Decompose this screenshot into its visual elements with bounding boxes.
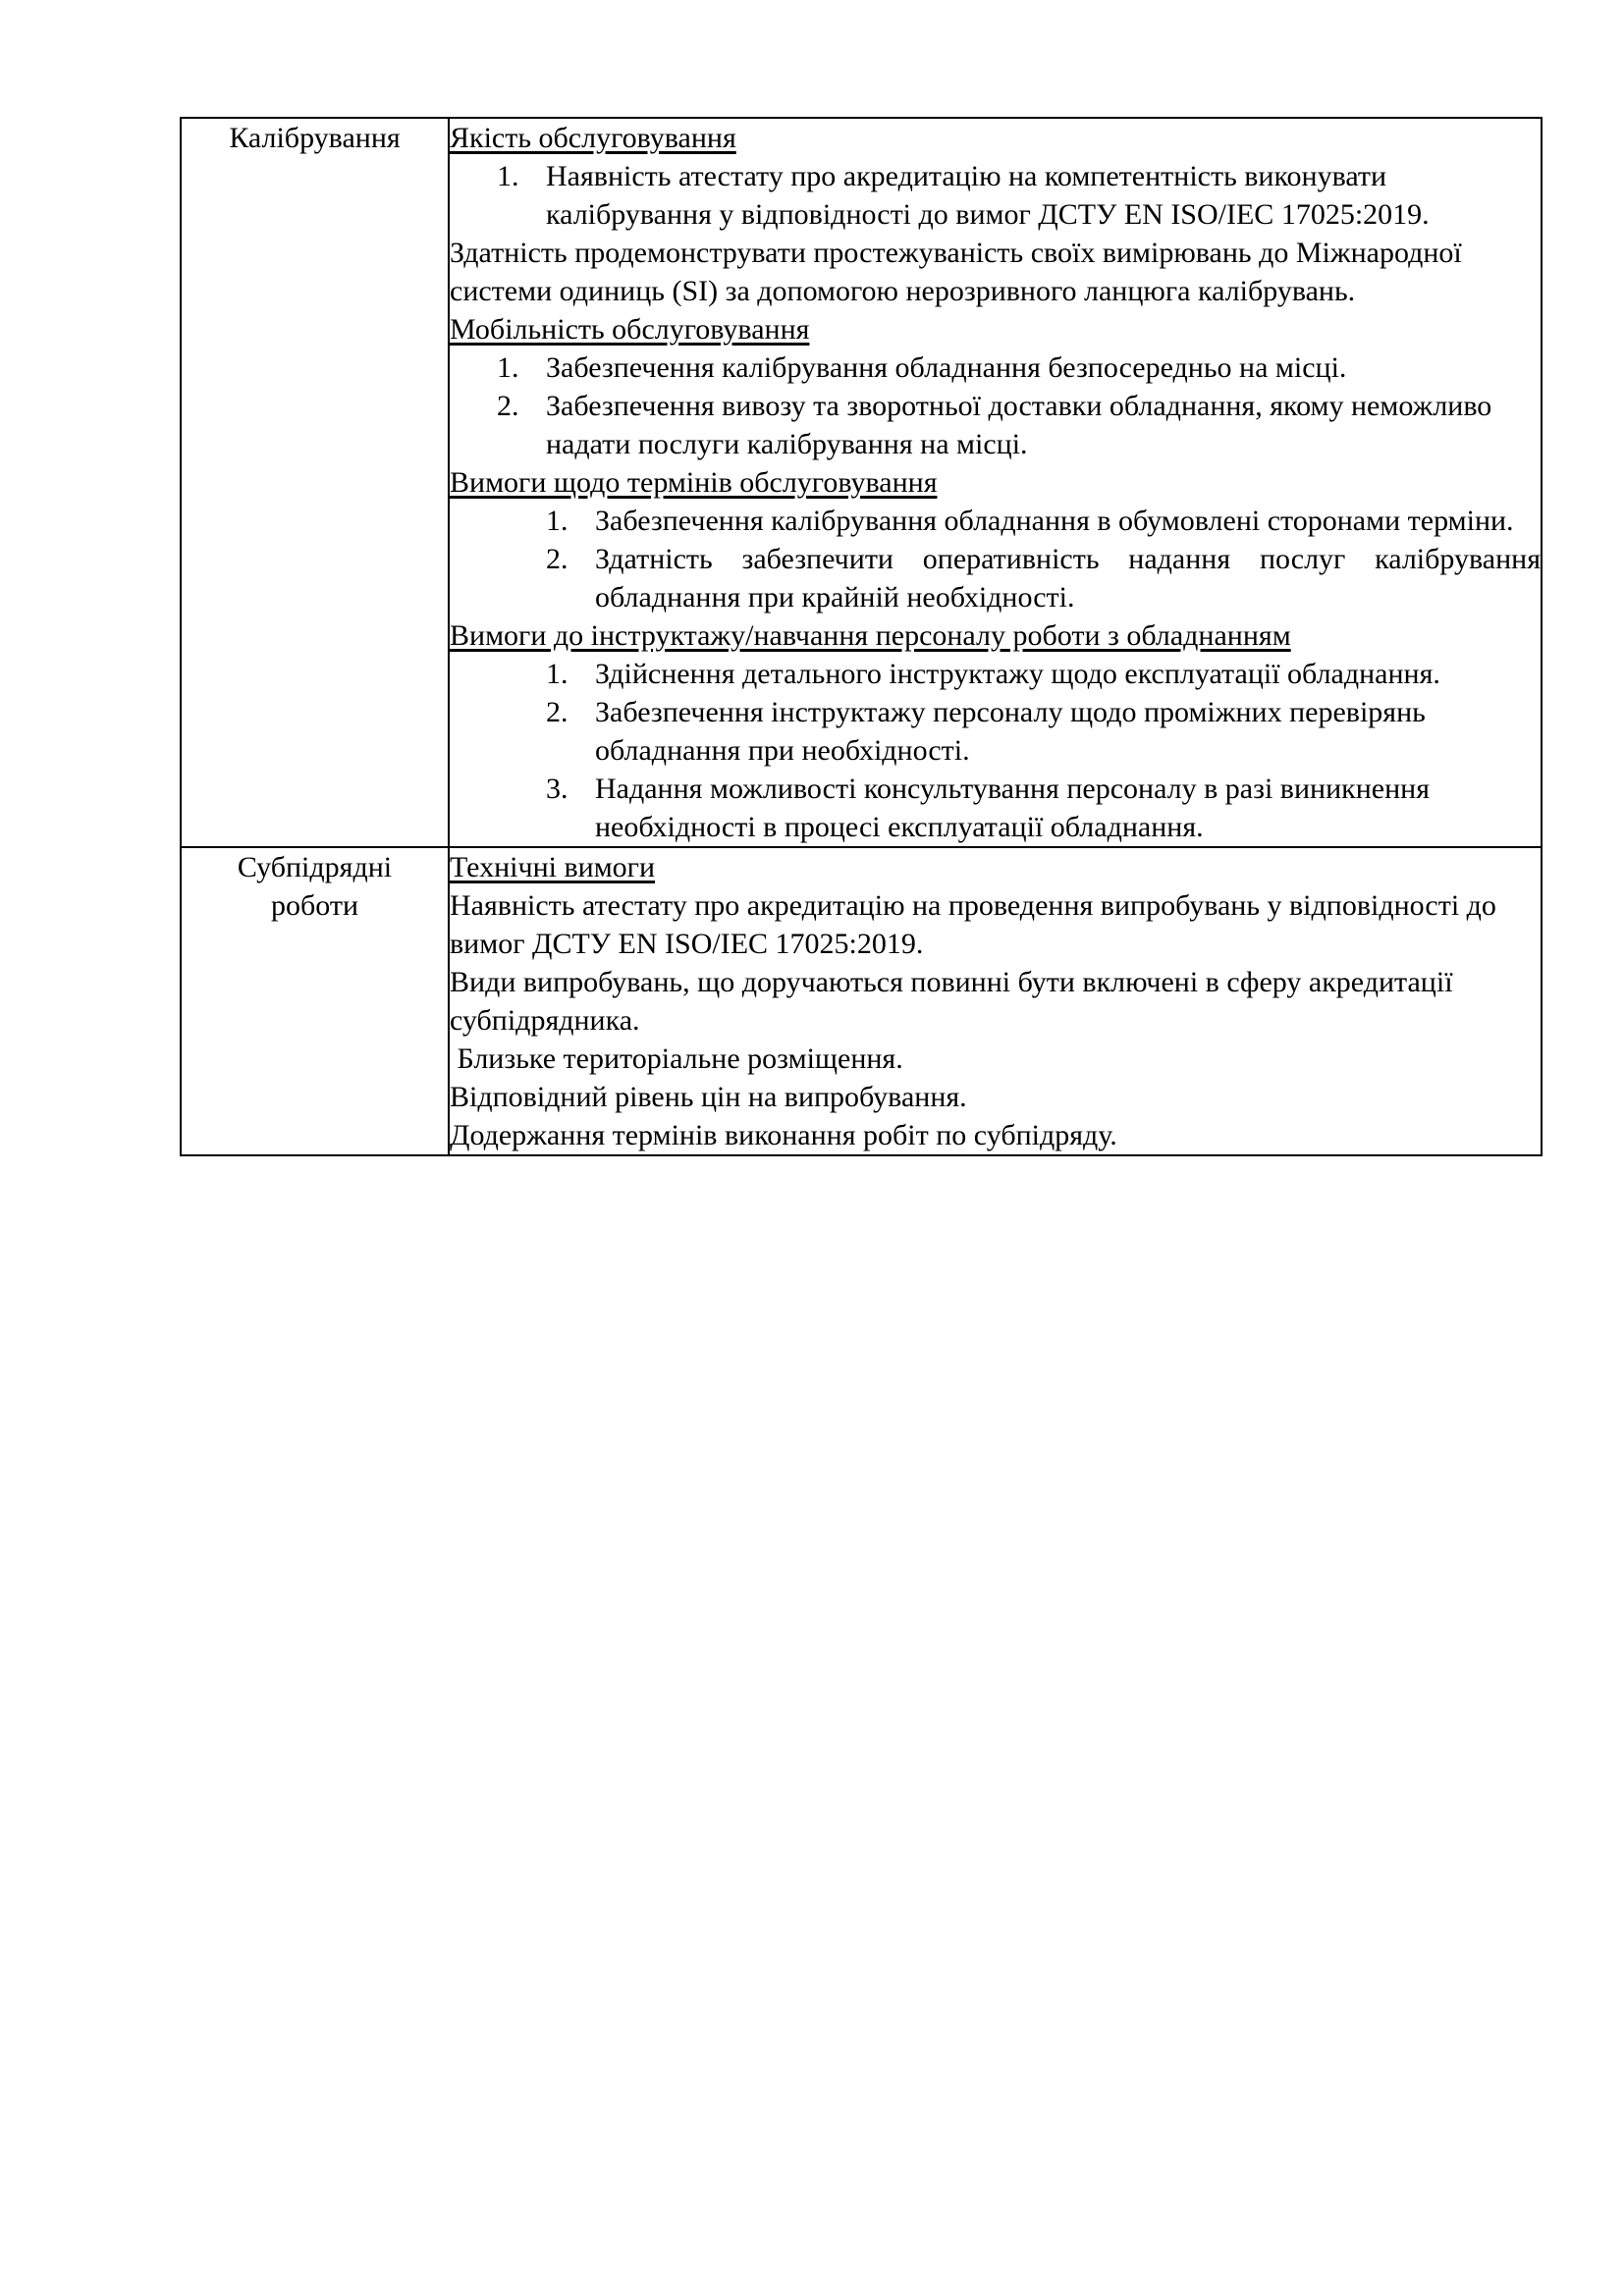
list-item-number: 1. (546, 505, 568, 537)
list-item-text: Забезпечення інструктажу персоналу щодо проміжних перевірянь обладнання при необхідності. (595, 696, 1426, 767)
row-label: Субпідрядні роботи (237, 851, 393, 922)
table-row-calibration (181, 118, 1542, 847)
list-item-text: Забезпечення вивозу та зворотньої доставки обладнання, якому неможливо надати послуги калібрування на місці. (546, 390, 1492, 460)
list-item (450, 770, 1541, 846)
list-item (450, 693, 1541, 770)
section-heading-quality: Якість обслуговування (450, 122, 736, 154)
training-list (450, 655, 1541, 846)
list-item-number: 1. (497, 160, 519, 192)
technical-paragraph: Наявність атестату про акредитацію на проведення випробувань у відповідності до вимог ДСТУ EN ISO/IEC 17025:2019. (450, 889, 1496, 960)
list-item-text: Здійснення детального інструктажу щодо експлуатації обладнання. (595, 658, 1440, 690)
technical-paragraph: Близьке територіальне розміщення. (450, 1042, 903, 1075)
list-item-text: Здатність забезпечити оперативність надання послуг калібрування обладнання при крайній необхідності. (595, 543, 1541, 614)
technical-paragraph: Відповідний рівень цін на випробування. (450, 1081, 967, 1113)
row-label: Калібрування (229, 122, 401, 154)
list-item-text: Надання можливості консультування персоналу в разі виникнення необхідності в процесі експлуатації обладнання. (595, 773, 1430, 843)
list-item (450, 540, 1541, 616)
list-item-text: Забезпечення калібрування обладнання безпосередньо на місці. (546, 351, 1347, 384)
list-item-text: Наявність атестату про акредитацію на компетентність виконувати калібрування у відповідності до вимог ДСТУ EN ISO/IEC 17025:2019. (546, 160, 1430, 231)
list-item-number: 3. (546, 773, 568, 805)
technical-paragraph: Види випробувань, що доручаються повинні бути включені в сферу акредитації субпідрядника. (450, 966, 1453, 1037)
section-heading-mobility: Мобільність обслуговування (450, 313, 810, 346)
list-item-number: 2. (546, 543, 568, 575)
list-item (450, 387, 1541, 463)
technical-paragraph: Додержання термінів виконання робіт по субпідряду. (450, 1119, 1117, 1151)
row-content-cell (449, 847, 1542, 1155)
table-row-subcontract (181, 847, 1542, 1155)
section-heading-technical: Технічні вимоги (450, 851, 656, 883)
row-label-cell (181, 847, 449, 1155)
traceability-paragraph: Здатність продемонструвати простежуваність своїх вимірювань до Міжнародної системи одиниць (SI) за допомогою нерозривного ланцюга калібрувань. (450, 237, 1462, 307)
section-heading-terms: Вимоги щодо термінів обслуговування (450, 466, 938, 499)
mobility-list (450, 348, 1541, 463)
list-item-text: Забезпечення калібрування обладнання в обумовлені сторонами терміни. (595, 505, 1514, 537)
requirements-table (180, 117, 1543, 1156)
quality-list (450, 157, 1541, 234)
list-item-number: 1. (497, 351, 519, 384)
terms-list (450, 502, 1541, 616)
list-item-number: 2. (497, 390, 519, 422)
list-item-number: 2. (546, 696, 568, 728)
list-item (450, 157, 1541, 234)
list-item (450, 348, 1541, 387)
section-heading-training: Вимоги до інструктажу/навчання персоналу роботи з обладнанням (450, 619, 1291, 652)
list-item (450, 655, 1541, 693)
list-item-number: 1. (546, 658, 568, 690)
row-content-cell (449, 118, 1542, 847)
list-item (450, 502, 1541, 540)
row-label-cell (181, 118, 449, 847)
